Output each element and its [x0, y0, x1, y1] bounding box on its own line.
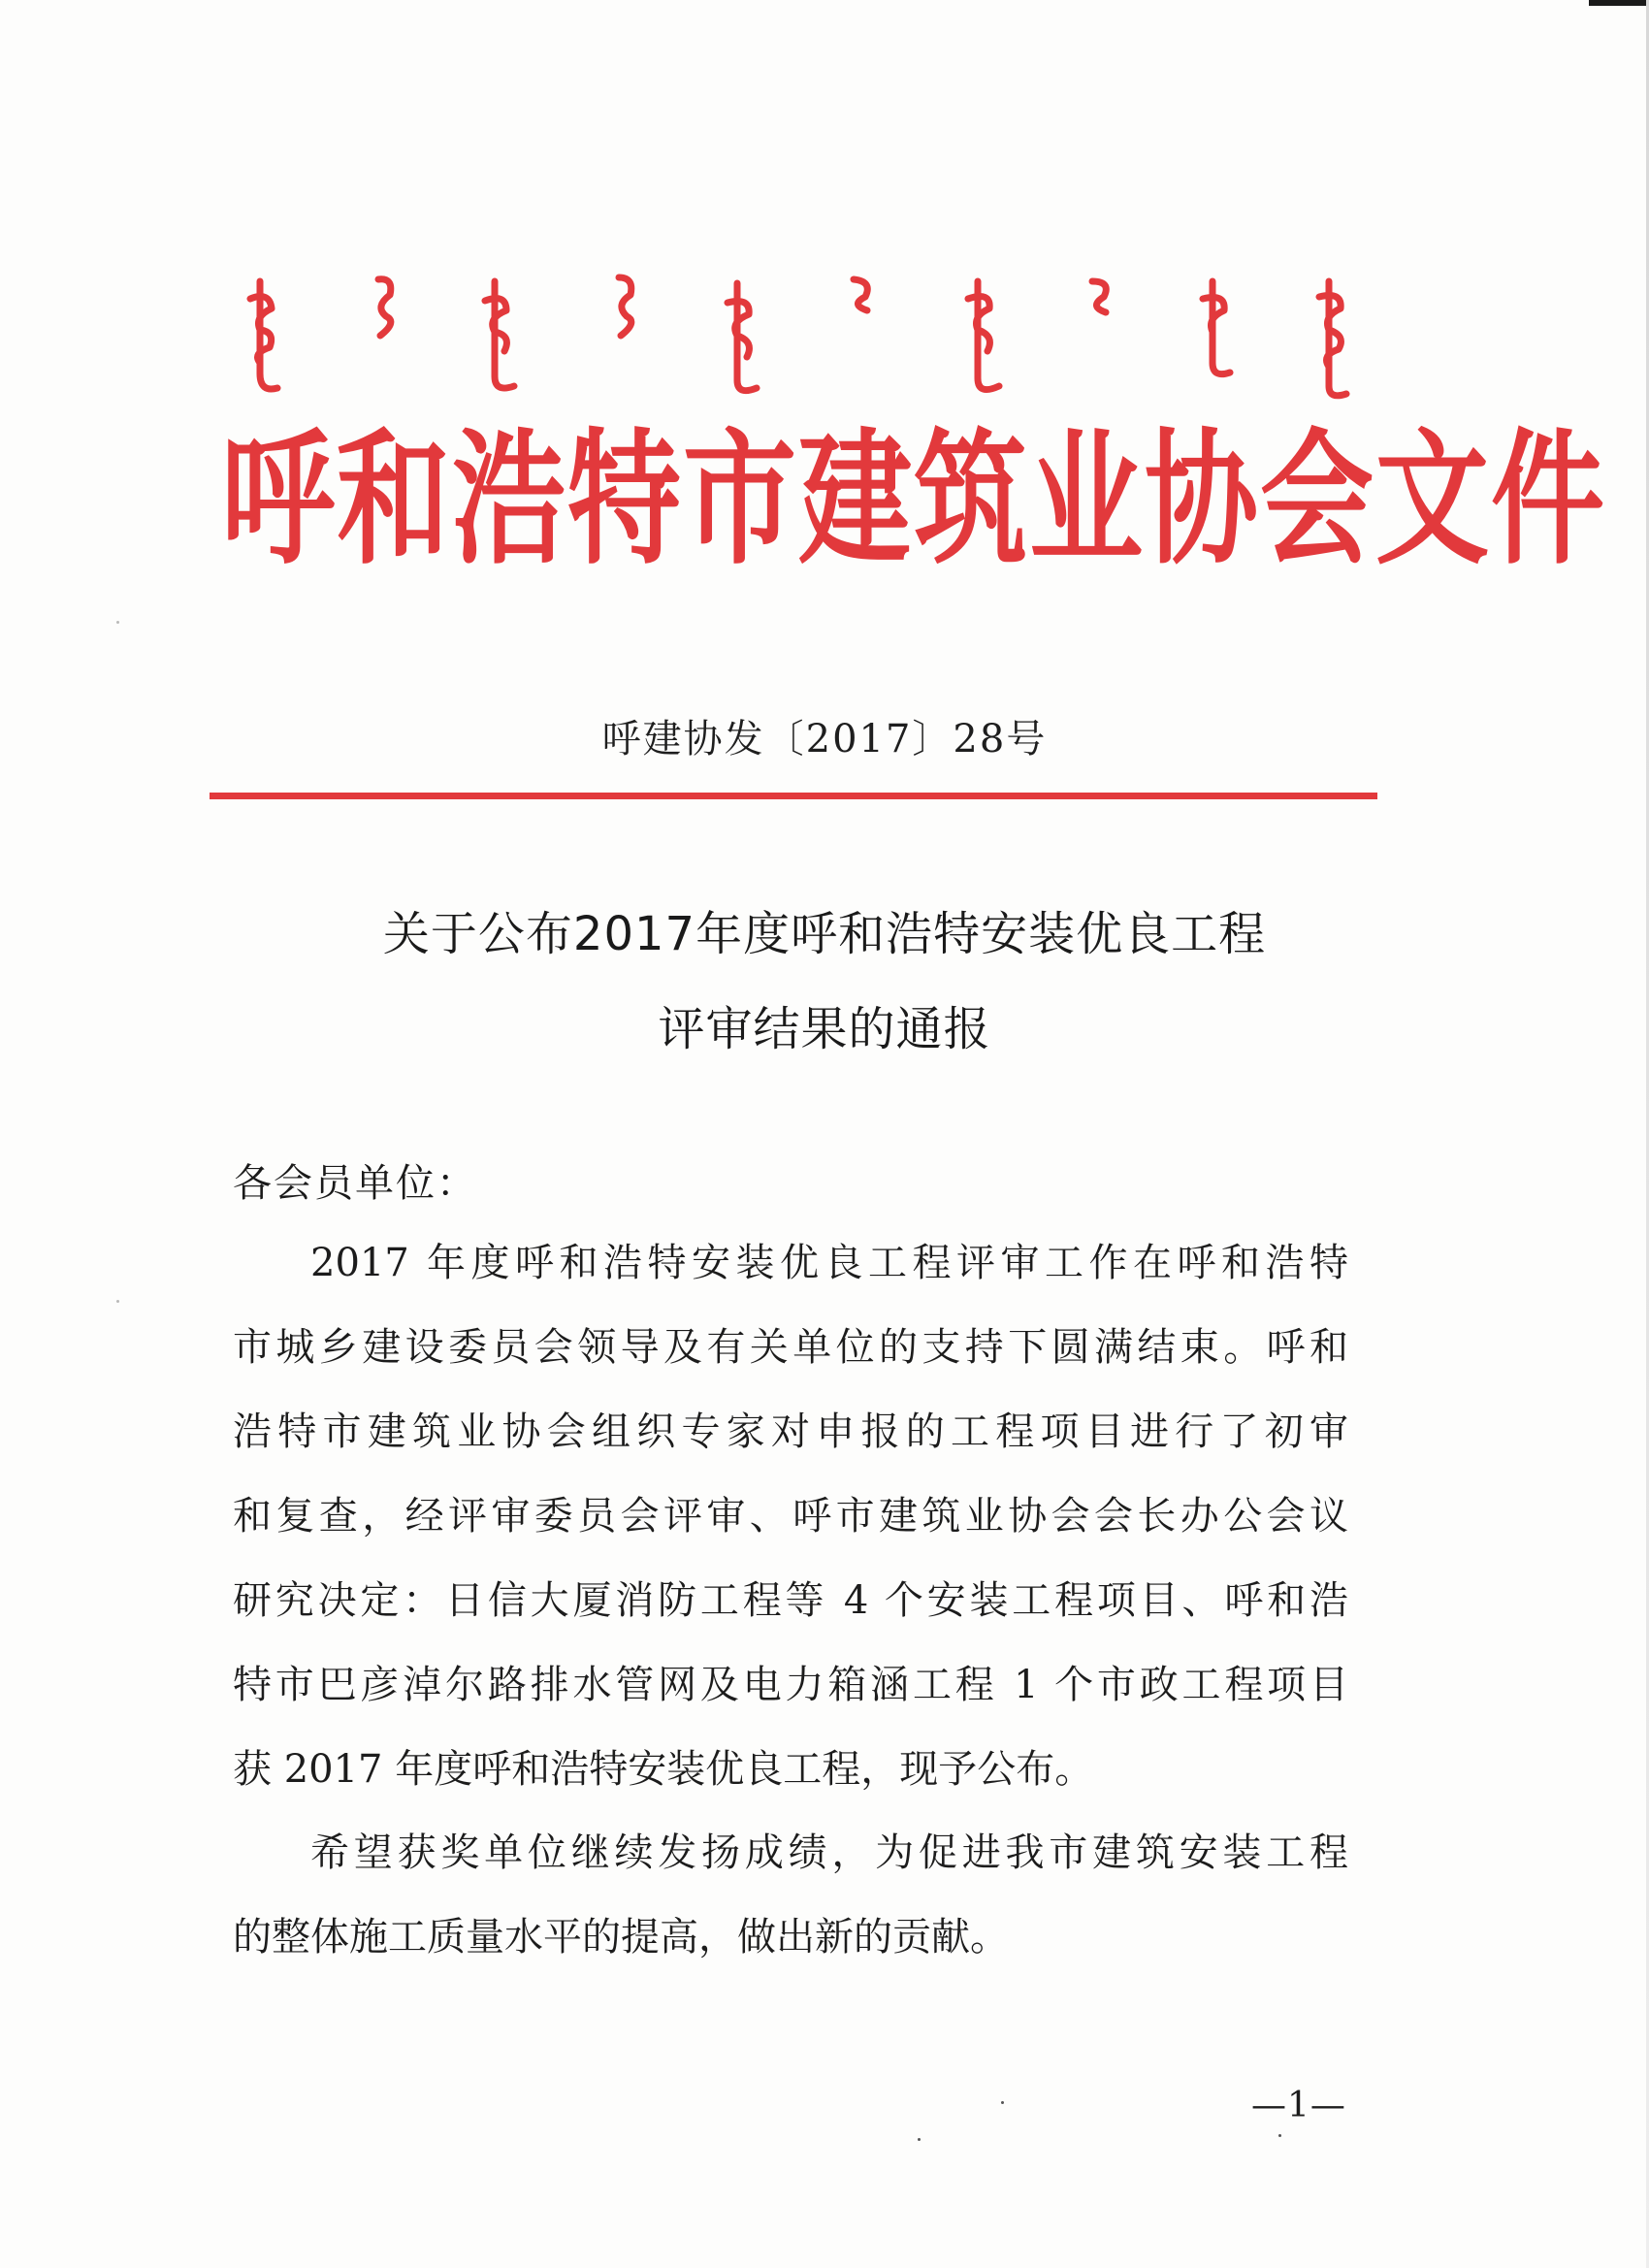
body-line-7: 获 2017 年度呼和浩特安装优良工程，现予公布。 — [233, 1747, 1094, 1792]
scan-speck — [1001, 2101, 1004, 2104]
body-line-1: 2017 年度呼和浩特安装优良工程评审工作在呼和浩特 — [310, 1241, 1348, 1285]
salutation: 各会员单位： — [233, 1161, 477, 1206]
page-number: —1— — [1251, 2086, 1346, 2125]
scan-speck — [918, 2138, 921, 2141]
scan-speck — [1278, 2134, 1281, 2137]
body-line-3: 浩特市建筑业协会组织专家对申报的工程项目进行了初审 — [233, 1409, 1348, 1454]
document-number: 呼建协发〔2017〕28号 — [601, 717, 1048, 761]
body-line-5: 研究决定：日信大厦消防工程等 4 个安装工程项目、呼和浩 — [233, 1578, 1348, 1623]
mongolian-script-header-icon — [233, 262, 1377, 407]
scan-speck — [116, 621, 119, 624]
body-line-6: 特市巴彦淖尔路排水管网及电力箱涵工程 1 个市政工程项目 — [233, 1663, 1348, 1707]
body-line-8: 希望获奖单位继续发扬成绩，为促进我市建筑安装工程 — [310, 1831, 1348, 1875]
red-divider — [210, 793, 1377, 799]
body-line-2: 市城乡建设委员会领导及有关单位的支持下圆满结束。呼和 — [233, 1325, 1348, 1370]
body-line-9: 的整体施工质量水平的提高，做出新的贡献。 — [233, 1915, 1009, 1960]
scan-edge-mark — [1589, 0, 1649, 6]
document-title-line-1: 关于公布2017年度呼和浩特安装优良工程 — [382, 907, 1267, 961]
organization-title: 呼和浩特市建筑业协会文件 — [221, 412, 1607, 585]
body-line-4: 和复查，经评审委员会评审、呼市建筑业协会会长办公会议 — [233, 1494, 1348, 1539]
document-title-line-2: 评审结果的通报 — [658, 1002, 991, 1056]
scan-speck — [116, 1300, 119, 1303]
